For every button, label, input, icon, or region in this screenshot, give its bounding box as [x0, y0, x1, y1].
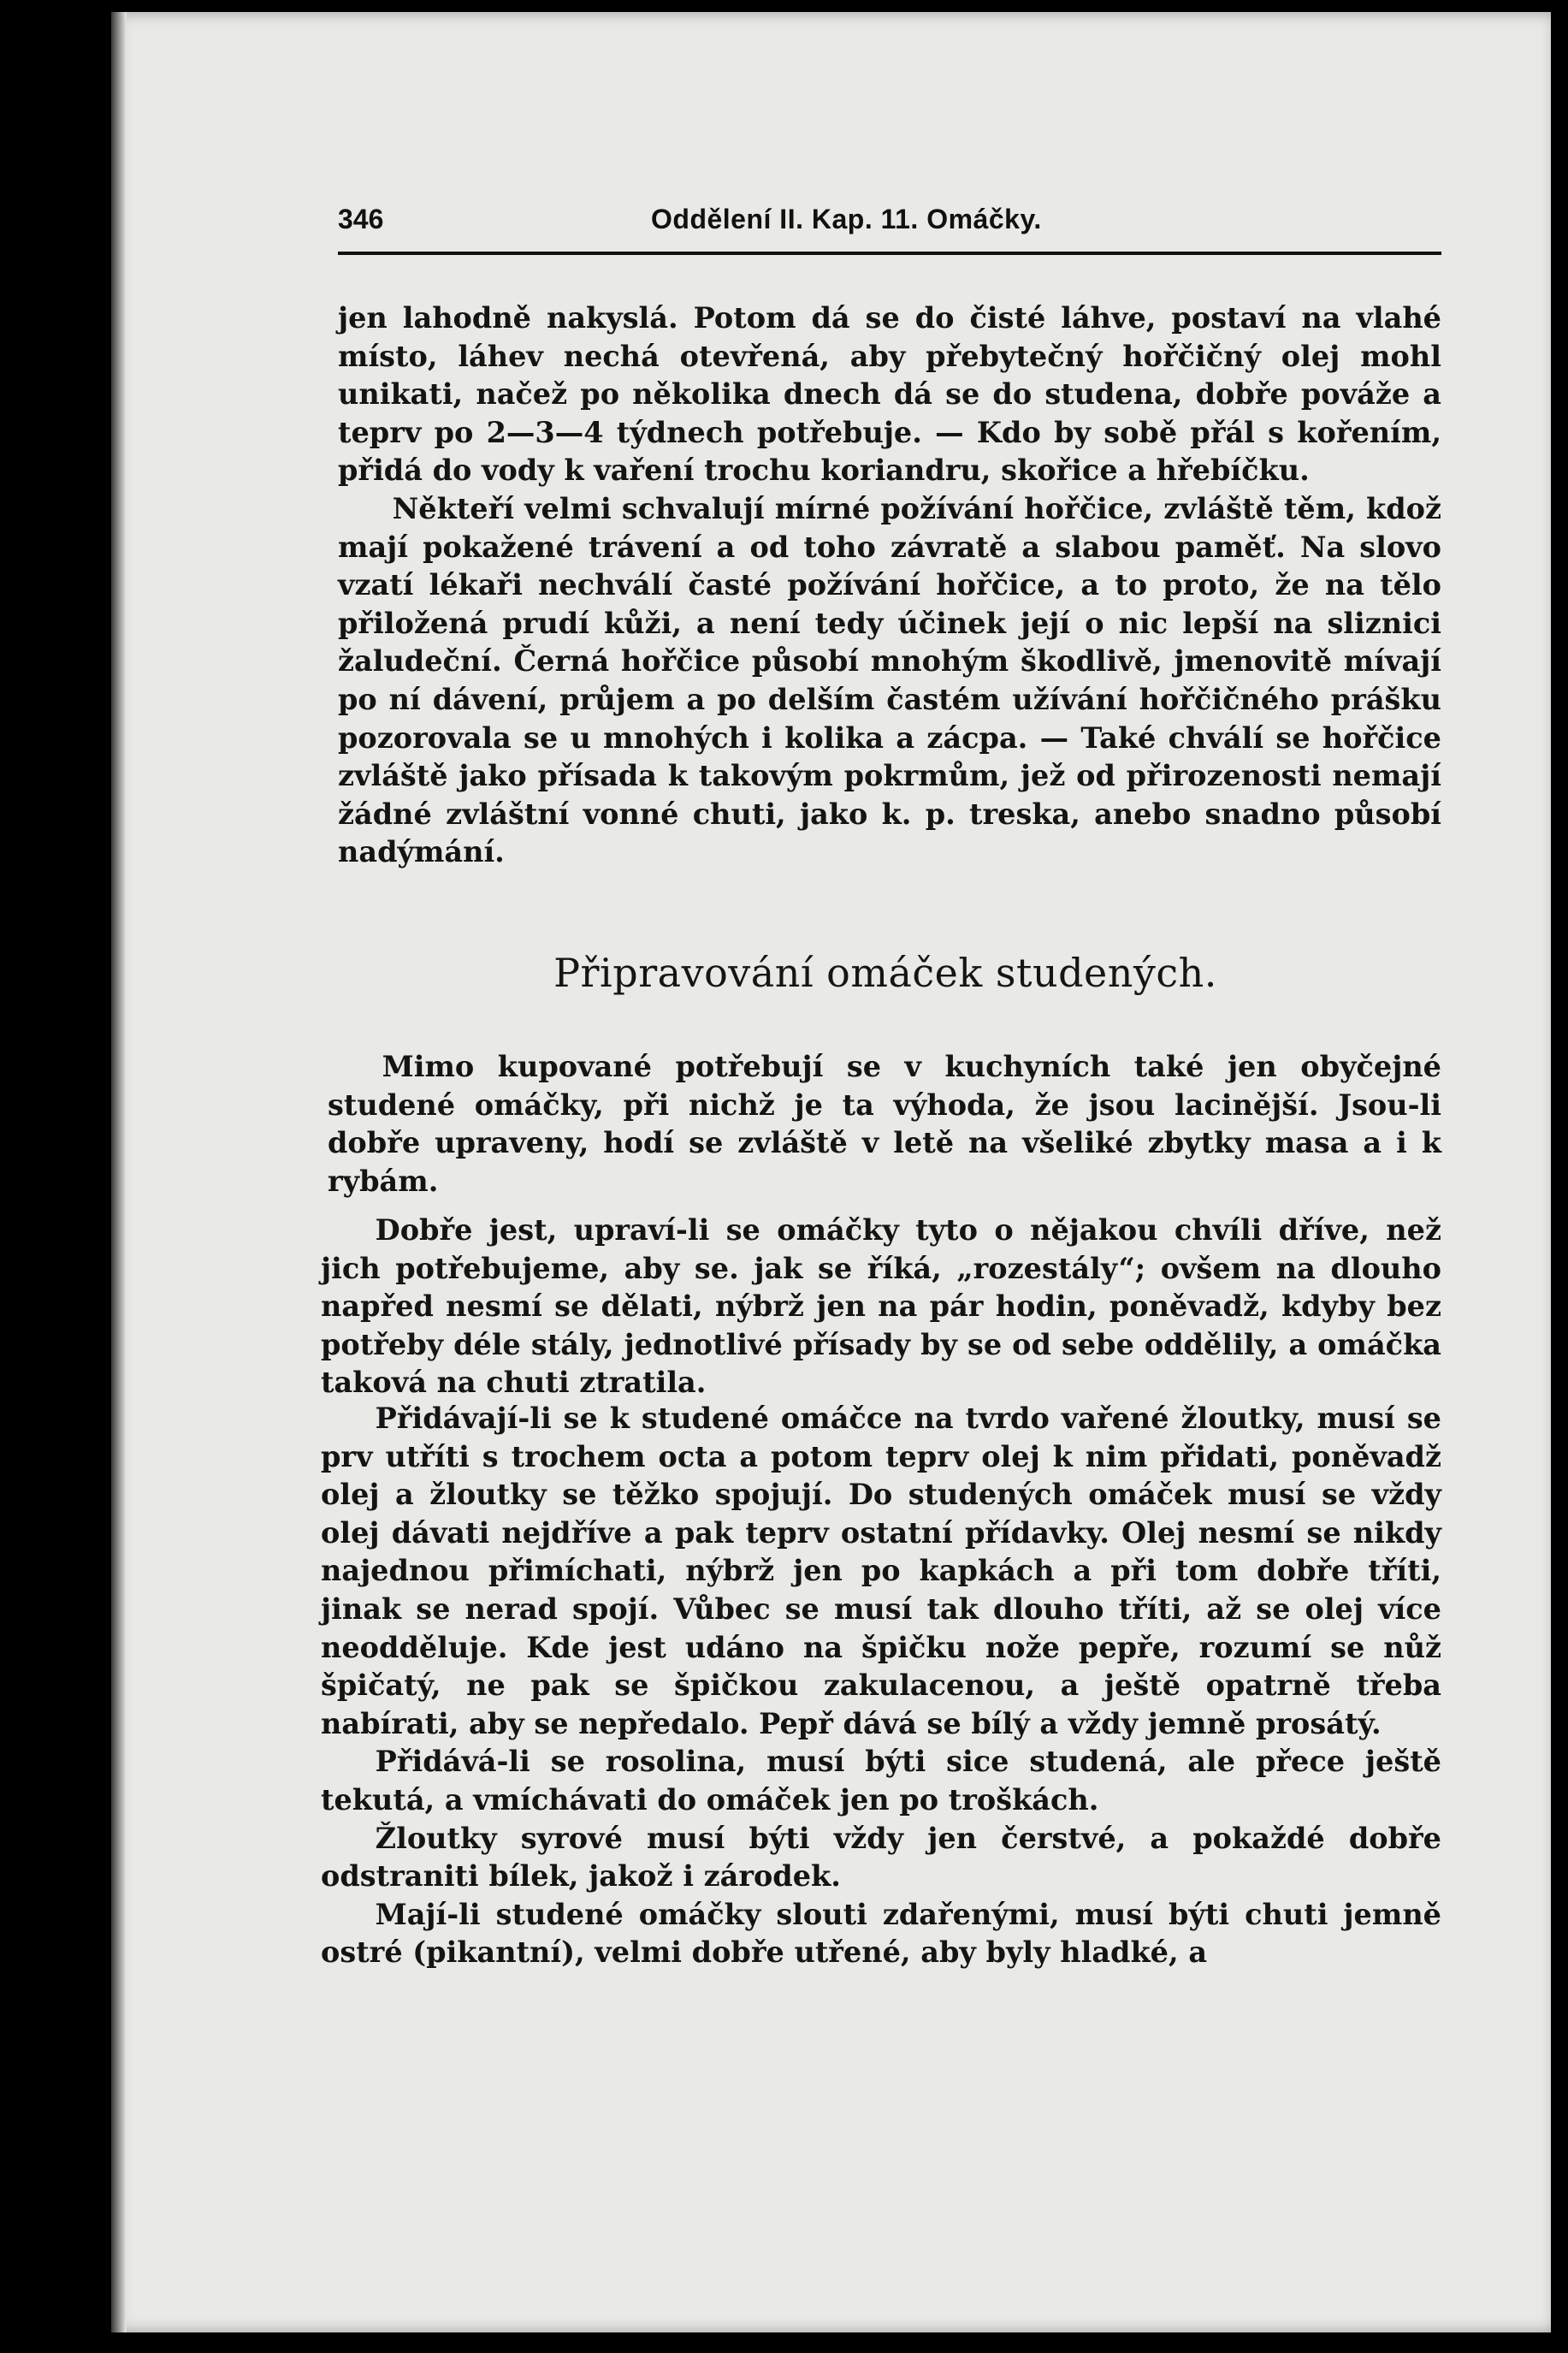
header-rule	[338, 252, 1441, 255]
paragraph: Přidávají-li se k studené omáčce na tvrdo vařené žloutky, musí se prv utříti s trochem octa a potom teprv olej k nim přidati, poněvadž olej a žloutky se těžko spojují. Do studených omáček musí se vždy olej dávati nejdříve a pak teprv ostatní přídavky. Olej nesmí se nikdy najednou přimíchati, nýbrž jen po kapkách a při tom dobře tříti, jinak se nerad spojí. Vůbec se musí tak dlouho tříti, až se olej více neodděluje. Kde jest udáno na špičku nože pepře, rozumí se nůž špičatý, ne pak se špičkou zakulacenou, a ještě opatrně třeba nabírati, aby se nepředalo. Pepř dává se bílý a vždy jemně prosátý.	[321, 1402, 1441, 1740]
section-text-3	[321, 1400, 1441, 1972]
running-head: Oddělení II. Kap. 11. Omáčky.	[651, 204, 1042, 234]
paragraph: Žloutky syrové musí býti vždy jen čerstvé, a pokaždé dobře odstraniti bílek, jakož i zárodek.	[321, 1821, 1441, 1894]
intro-text	[338, 299, 1441, 872]
paragraph: Přidává-li se rosolina, musí býti sice studená, ale přece ještě tekutá, a vmíchávati do omáček jen po troškách.	[321, 1745, 1441, 1817]
section-text-1	[328, 1048, 1441, 1200]
section-heading: Připravování omáček studených.	[553, 950, 1217, 996]
page-header	[338, 204, 1441, 255]
section-text-2	[321, 1212, 1441, 1402]
page-number: 346	[338, 204, 384, 234]
paragraph: jen lahodně nakyslá. Potom dá se do čisté láhve, postaví na vlahé místo, láhev nechá otevřená, aby přebytečný hořčičný olej mohl unikati, načež po několika dnech dá se do studena, dobře pováže a teprv po 2—3—4 týdnech potřebuje. — Kdo by sobě přál s kořením, přidá do vody k vaření trochu koriandru, skořice a hřebíčku.	[338, 301, 1441, 488]
paragraph: Mají-li studené omáčky slouti zdařenými, musí býti chuti jemně ostré (pikantní), velmi dobře utřené, aby byly hladké, a	[321, 1897, 1441, 1970]
paragraph: Mimo kupované potřebují se v kuchyních také jen obyčejné studené omáčky, při nichž je ta výhoda, že jsou lacinější. Jsou-li dobře upraveny, hodí se zvláště v letě na všeliké zbytky masa a i k rybám.	[328, 1050, 1441, 1198]
paragraph: Dobře jest, upraví-li se omáčky tyto o nějakou chvíli dříve, než jich potřebujeme, aby se. jak se říká, „rozestály“; ovšem na dlouho napřed nesmí se dělati, nýbrž jen na pár hodin, poněvadž, kdyby bez potřeby déle stály, jednotlivé přísady by se od sebe oddělily, a omáčka taková na chuti ztratila.	[321, 1213, 1441, 1400]
page-edge-shadow	[111, 12, 127, 2332]
paragraph: Někteří velmi schvalují mírné požívání hořčice, zvláště těm, kdož mají pokažené trávení a od toho závratě a slabou paměť. Na slovo vzatí lékaři nechválí časté požívání hořčice, a to proto, že na tělo přiložená prudí kůži, a není tedy účinek její o nic lepší na sliznici žaludeční. Černá hořčice působí mnohým škodlivě, jmenovitě mívají po ní dávení, průjem a po delším častém užívání hořčičného prášku pozorovala se u mnohých i kolika a zácpa. — Také chválí se hořčice zvláště jako přísada k takovým pokrmům, jež od přirozenosti nemají žádné zvláštní vonné chuti, jako k. p. treska, anebo snadno působí nadýmání.	[338, 491, 1441, 869]
